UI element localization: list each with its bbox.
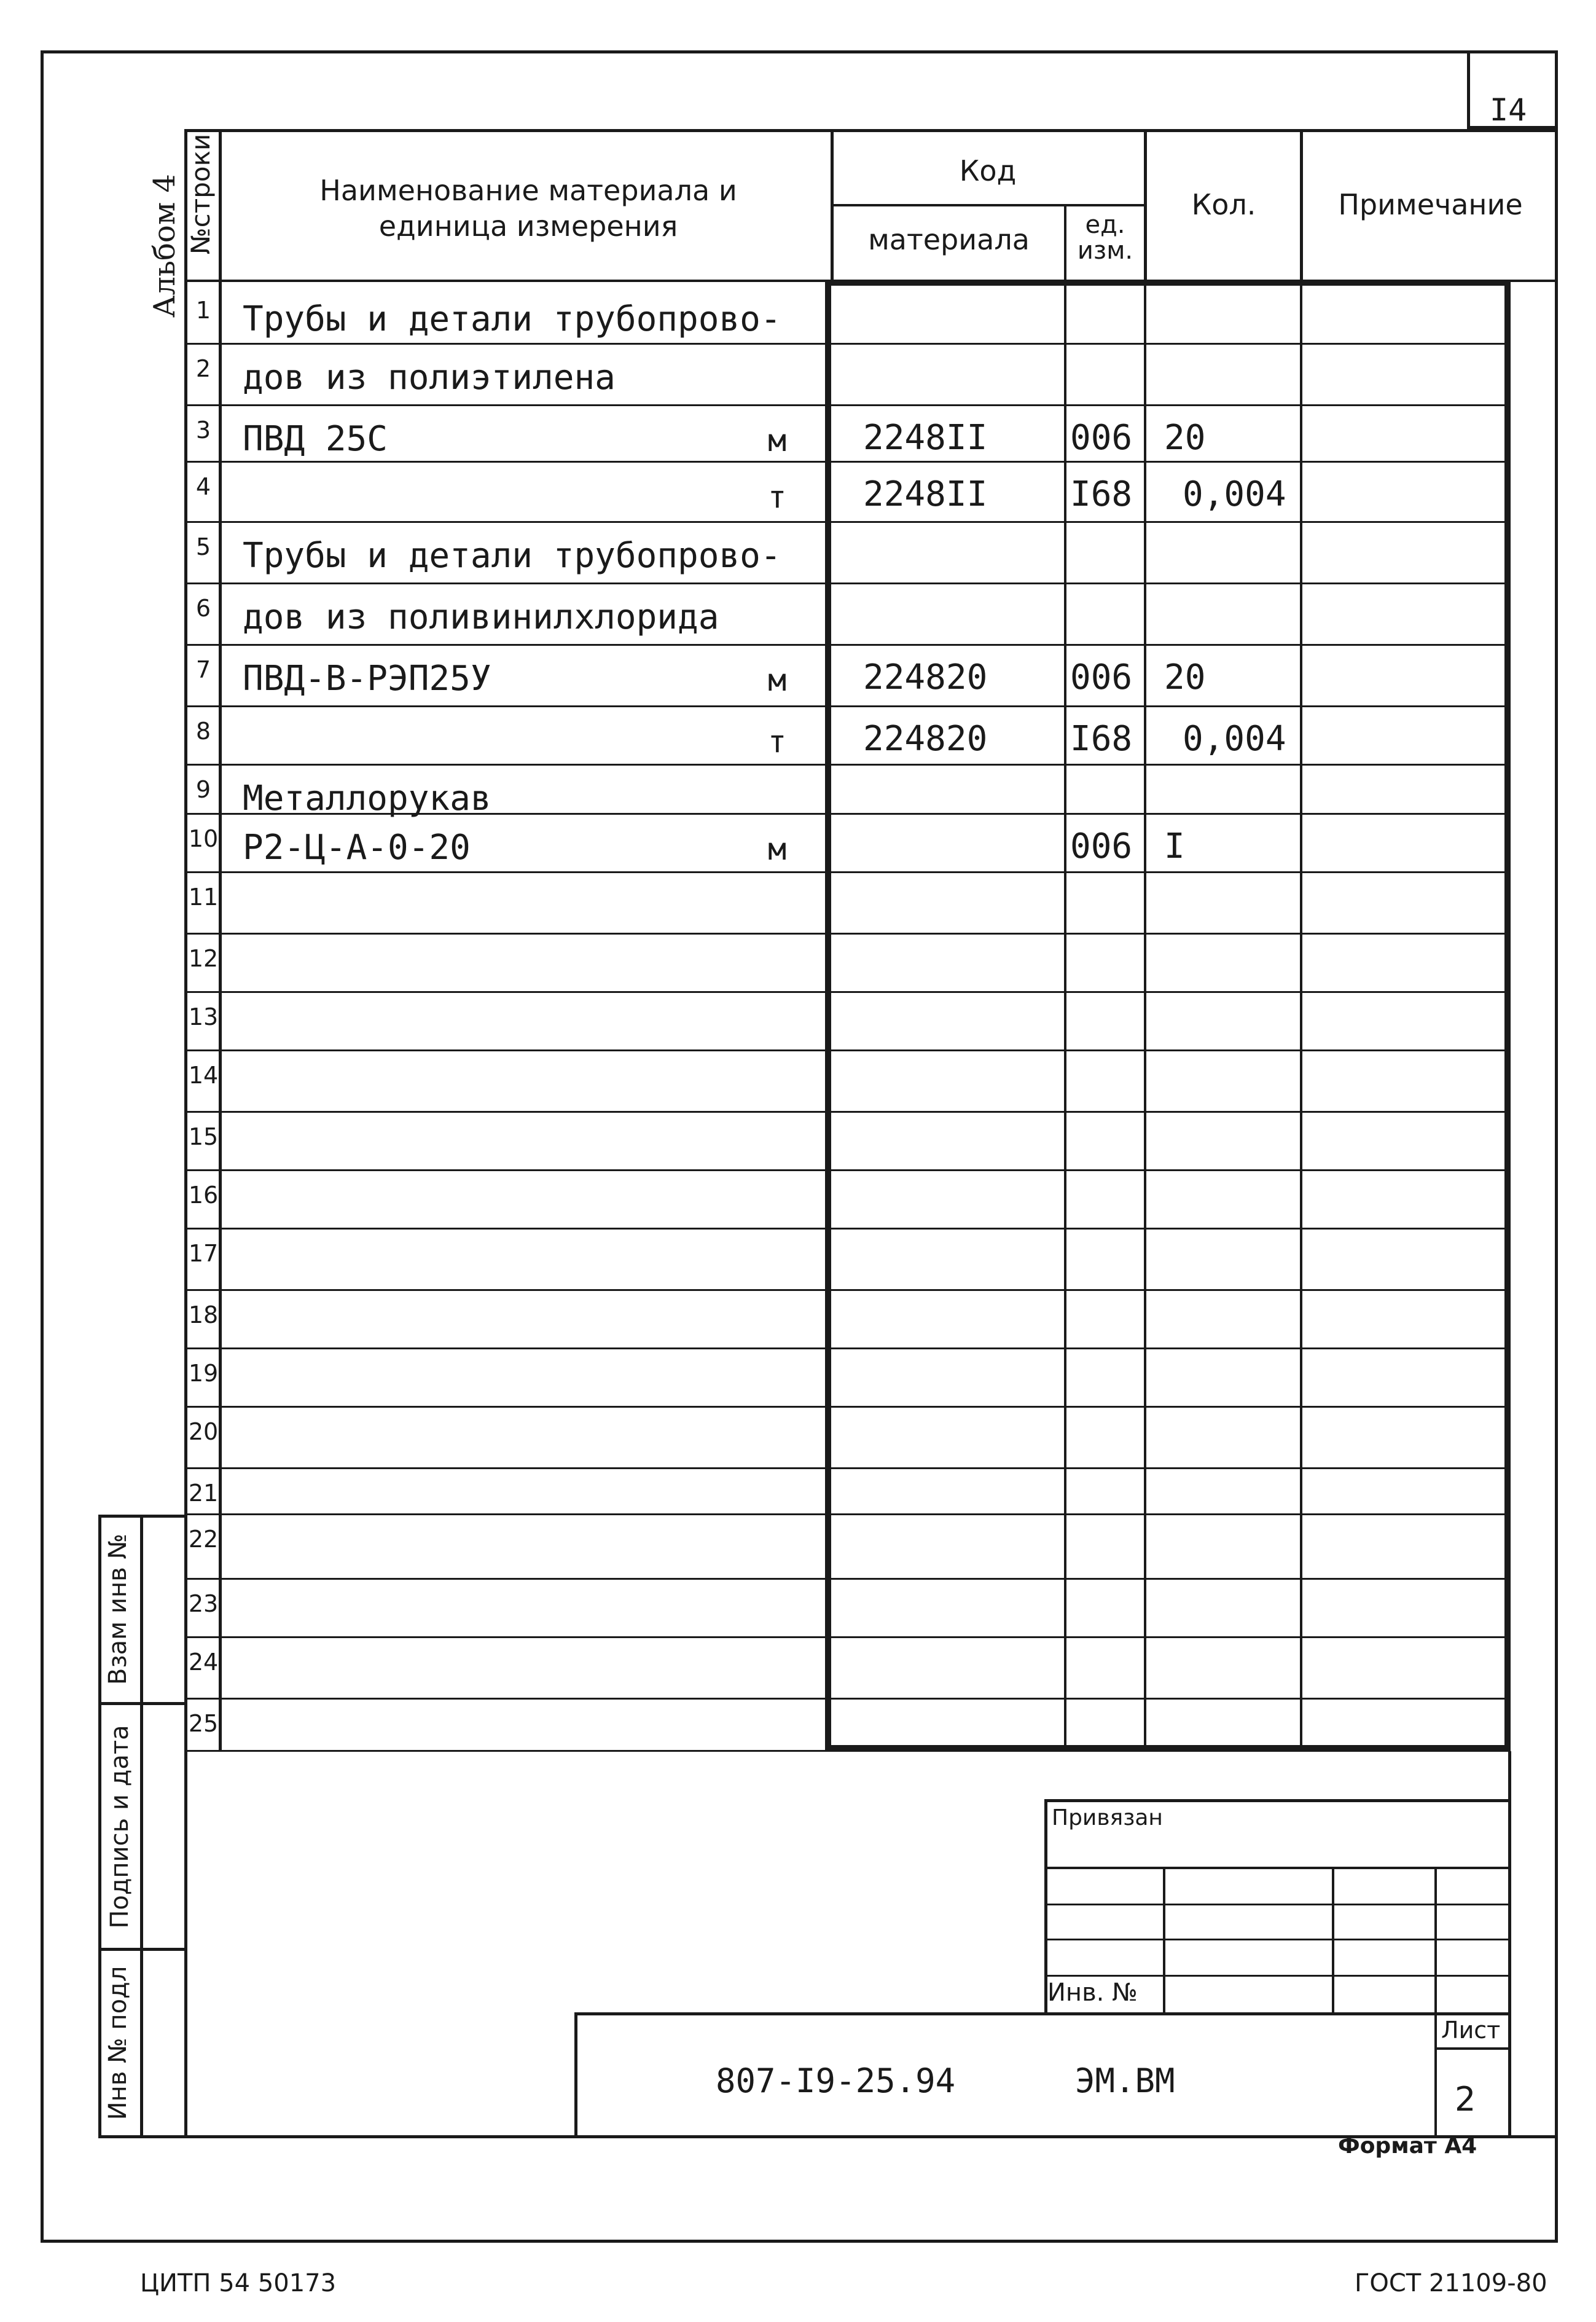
side-stamp-left (98, 1515, 101, 2138)
row-line (187, 1228, 1508, 1230)
row-line (187, 644, 1508, 646)
row-number: 6 (195, 595, 211, 622)
row-line (187, 991, 1508, 993)
stamp-v3 (1434, 1867, 1437, 2138)
row-number: 16 (188, 1182, 219, 1209)
row-line (187, 1169, 1508, 1171)
sheet-box-left (1467, 50, 1470, 129)
row-number: 9 (195, 776, 211, 803)
table-top (184, 129, 1558, 132)
footer-right: ГОСТ 21109-80 (1355, 2269, 1547, 2297)
row-line (187, 461, 1508, 463)
row-name: дов из полиэтилена (243, 358, 616, 398)
row-name: Р2-Ц-А-0-20 (243, 828, 471, 868)
podpis-data-label: Подпись и дата (106, 1725, 134, 1929)
doc-code-text: ЭМ.ВМ (1075, 2061, 1175, 2100)
row-number: 14 (188, 1062, 219, 1089)
row-unit: м (768, 423, 787, 458)
frame-left (41, 50, 44, 2243)
row-name: Трубы и детали трубопрово- (243, 299, 781, 339)
row-line (187, 1578, 1508, 1580)
note-header: Примечание (1338, 188, 1523, 221)
side-stamp-mid (140, 1515, 143, 2138)
row-material-code: 224820 (863, 657, 988, 697)
row-unit-code: I68 (1070, 719, 1133, 759)
row-number: 11 (188, 884, 219, 911)
row-name: дов из поливинилхлорида (243, 597, 719, 637)
row-unit: т (768, 479, 787, 515)
title-block-top (574, 2012, 1511, 2015)
row-number: 1 (195, 297, 211, 324)
sheet-number-top: I4 (1490, 92, 1527, 128)
row-material-code: 2248II (863, 474, 988, 514)
stamp-v2 (1332, 1867, 1334, 2014)
row-number: 15 (188, 1123, 219, 1150)
row-number: 17 (188, 1240, 219, 1267)
row-line (187, 1750, 1508, 1752)
row-number: 18 (188, 1301, 219, 1328)
privyazan-label: Привязан (1052, 1805, 1163, 1830)
list-divider (1434, 2047, 1511, 2050)
row-number: 12 (188, 945, 219, 972)
row-number: 2 (195, 355, 211, 382)
frame-top (41, 50, 1558, 53)
row-name: Трубы и детали трубопрово- (243, 536, 781, 576)
row-number: 10 (188, 825, 219, 852)
row-line (187, 343, 1508, 345)
side-stamp-div1 (98, 1702, 187, 1705)
stamp-top (1044, 1799, 1511, 1802)
row-quantity: 20 (1164, 657, 1206, 697)
stamp-h4 (1044, 1975, 1511, 1977)
name-header: Наименование материала и единица измерения (319, 174, 737, 243)
row-line (187, 1406, 1508, 1408)
row-line (187, 705, 1508, 707)
inv-podl-label: Инв № подл (104, 1966, 132, 2120)
qty-header: Кол. (1191, 188, 1256, 221)
row-number: 8 (195, 718, 211, 745)
inv-no-label: Инв. № (1047, 1979, 1138, 2007)
col-note-line (1300, 280, 1302, 1751)
row-number: 4 (195, 473, 211, 500)
material-header: материала (868, 223, 1030, 256)
row-quantity: 20 (1164, 418, 1206, 458)
row-line (187, 1289, 1508, 1291)
col-unit-line (1064, 280, 1066, 1751)
stamp-top-line (1508, 1751, 1511, 1800)
col-unit-left-hd (1064, 204, 1066, 283)
row-unit-code: I68 (1070, 474, 1133, 514)
row-number: 25 (188, 1710, 219, 1737)
row-line (187, 404, 1508, 406)
stamp-h1 (1044, 1867, 1511, 1869)
album-label: Альбом 4 (147, 174, 182, 318)
row-line (187, 933, 1508, 935)
row-unit: м (768, 831, 787, 867)
unit-code-header: ед. изм. (1077, 211, 1133, 265)
row-line (187, 1347, 1508, 1349)
row-unit-code: 006 (1070, 826, 1133, 866)
row-quantity: I (1164, 826, 1185, 866)
row-number: 3 (195, 417, 211, 444)
row-number: 21 (188, 1480, 219, 1507)
row-line (187, 582, 1508, 584)
row-number: 19 (188, 1360, 219, 1387)
list-number: 2 (1455, 2080, 1476, 2119)
format-label: Формат А4 (1338, 2133, 1477, 2159)
row-name: ПВД-В-РЭП25У (243, 659, 491, 699)
row-number: 13 (188, 1003, 219, 1030)
row-line (187, 1049, 1508, 1051)
row-name: Металлорукав (243, 779, 491, 818)
row-number: 20 (188, 1418, 219, 1445)
row-unit-code: 006 (1070, 418, 1133, 458)
row-line (187, 1513, 1508, 1515)
row-number: 7 (195, 656, 211, 683)
list-label: Лист (1441, 2017, 1501, 2044)
row-number: 23 (188, 1590, 219, 1617)
vzam-inv-label: Взам инв № (104, 1533, 132, 1685)
row-no-header: №строки (186, 133, 216, 254)
row-unit-code: 006 (1070, 657, 1133, 697)
stamp-h2 (1044, 1904, 1511, 1905)
row-line (187, 521, 1508, 523)
stamp-h3 (1044, 1939, 1511, 1940)
row-number: 5 (195, 533, 211, 560)
frame-bottom (41, 2240, 1558, 2243)
row-unit: м (768, 662, 787, 698)
frame-right (1555, 50, 1558, 2243)
title-block-left (574, 2012, 577, 2138)
row-material-code: 224820 (863, 719, 988, 759)
row-line (187, 1467, 1508, 1469)
code-subheader-line (831, 204, 1145, 206)
row-number: 24 (188, 1649, 219, 1676)
row-name: ПВД 25С (243, 419, 388, 459)
designation-text: 807-I9-25.94 (716, 2061, 956, 2100)
row-quantity: 0,004 (1183, 474, 1286, 514)
row-quantity: 0,004 (1183, 719, 1286, 759)
stamp-v1 (1163, 1867, 1165, 2014)
footer-left: ЦИТП 54 50173 (140, 2269, 337, 2297)
stamp-right (1508, 1799, 1511, 2138)
row-number: 22 (188, 1526, 219, 1553)
row-line (187, 1636, 1508, 1638)
row-line (187, 764, 1508, 766)
row-material-code: 2248II (863, 418, 988, 458)
row-line (187, 1111, 1508, 1113)
row-line (187, 871, 1508, 873)
row-line (187, 1698, 1508, 1700)
code-header: Код (959, 154, 1017, 187)
col-qty-line (1144, 280, 1146, 1751)
row-unit: т (768, 724, 787, 759)
